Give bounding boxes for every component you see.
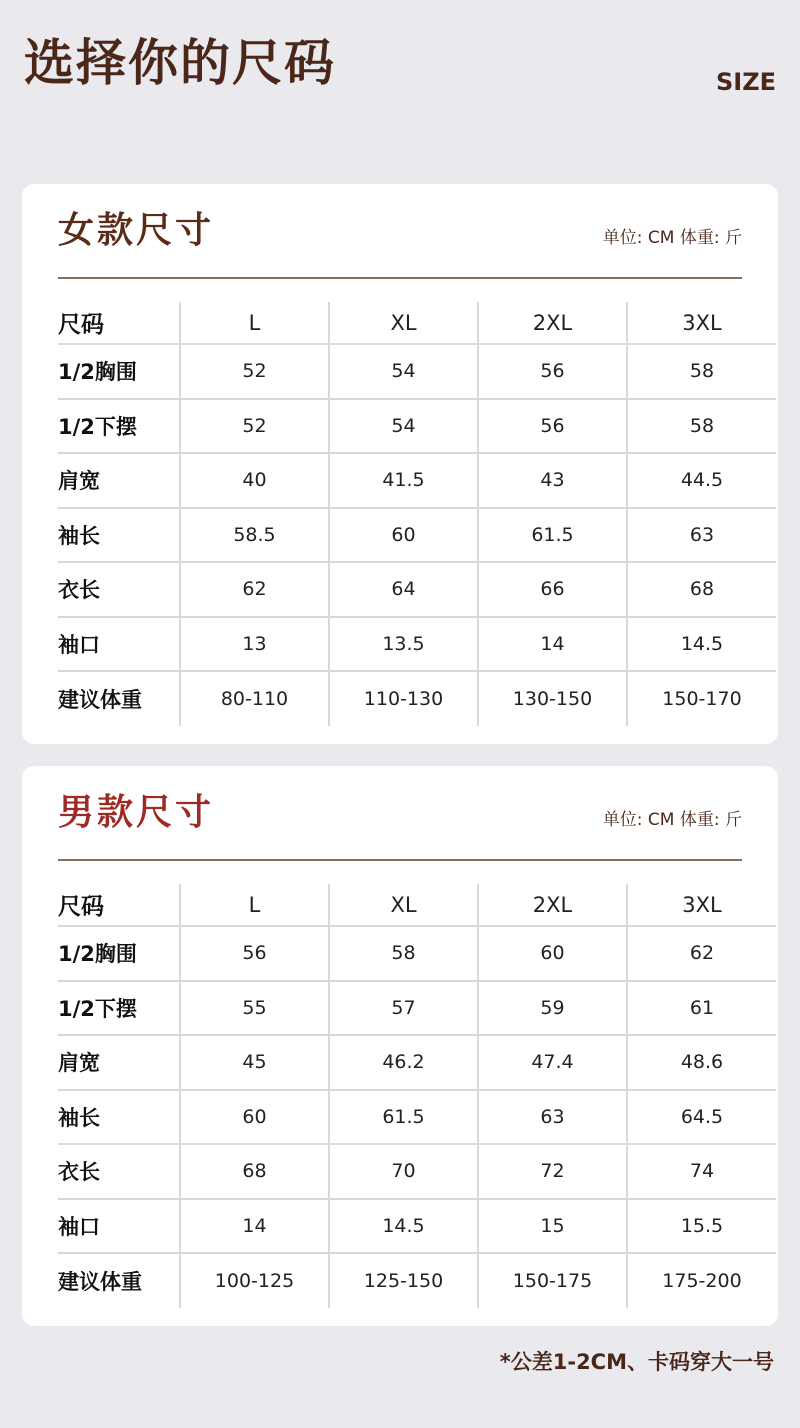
table-cell: 58: [627, 399, 776, 454]
page-tag: SIZE: [715, 68, 776, 96]
table-cell: 43: [478, 453, 627, 508]
table-row: [58, 1199, 776, 1254]
table-cell: 40: [180, 453, 329, 508]
column-header: 2XL: [478, 884, 627, 926]
table-cell: 80-110: [180, 671, 329, 726]
women-divider: [58, 277, 742, 279]
column-header: XL: [329, 884, 478, 926]
table-cell: 62: [180, 562, 329, 617]
table-cell: 44.5: [627, 453, 776, 508]
table-cell: 54: [329, 344, 478, 399]
row-label: 肩宽: [58, 453, 180, 508]
table-cell: 60: [478, 926, 627, 981]
table-cell: 58: [329, 926, 478, 981]
table-cell: 150-175: [478, 1253, 627, 1308]
table-cell: 70: [329, 1144, 478, 1199]
table-cell: 130-150: [478, 671, 627, 726]
men-divider: [58, 859, 742, 861]
table-cell: 58: [627, 344, 776, 399]
men-card-title: 男款尺寸: [58, 791, 215, 833]
column-header: L: [180, 302, 329, 344]
table-cell: 56: [478, 344, 627, 399]
table-cell: 63: [627, 508, 776, 563]
table-row: [58, 981, 776, 1036]
table-cell: 14: [180, 1199, 329, 1254]
table-cell: 175-200: [627, 1253, 776, 1308]
table-cell: 52: [180, 344, 329, 399]
table-cell: 64.5: [627, 1090, 776, 1145]
table-cell: 15: [478, 1199, 627, 1254]
table-cell: 61.5: [478, 508, 627, 563]
column-header: 3XL: [627, 884, 776, 926]
table-row: [58, 399, 776, 454]
table-row: [58, 1253, 776, 1308]
table-cell: 59: [478, 981, 627, 1036]
table-row: [58, 926, 776, 981]
table-cell: 45: [180, 1035, 329, 1090]
row-label: 袖口: [58, 617, 180, 672]
table-cell: 63: [478, 1090, 627, 1145]
table-cell: 68: [627, 562, 776, 617]
table-cell: 66: [478, 562, 627, 617]
table-cell: 41.5: [329, 453, 478, 508]
table-row: [58, 453, 776, 508]
table-cell: 47.4: [478, 1035, 627, 1090]
table-header-row: [58, 884, 776, 926]
table-cell: 14: [478, 617, 627, 672]
table-cell: 62: [627, 926, 776, 981]
women-card-title: 女款尺寸: [58, 209, 215, 251]
table-cell: 52: [180, 399, 329, 454]
table-cell: 57: [329, 981, 478, 1036]
row-label: 袖口: [58, 1199, 180, 1254]
row-label: 袖长: [58, 1090, 180, 1145]
table-cell: 110-130: [329, 671, 478, 726]
men-unit-label: 单位: CM 体重: 斤: [602, 810, 742, 830]
table-cell: 61.5: [329, 1090, 478, 1145]
footnote: *公差1-2CM、卡码穿大一号: [499, 1350, 774, 1374]
table-cell: 56: [478, 399, 627, 454]
column-header: 3XL: [627, 302, 776, 344]
row-label: 衣长: [58, 1144, 180, 1199]
table-cell: 58.5: [180, 508, 329, 563]
table-cell: 64: [329, 562, 478, 617]
column-header: L: [180, 884, 329, 926]
table-cell: 13.5: [329, 617, 478, 672]
table-cell: 125-150: [329, 1253, 478, 1308]
table-cell: 68: [180, 1144, 329, 1199]
row-label: 1/2下摆: [58, 981, 180, 1036]
row-label: 1/2胸围: [58, 926, 180, 981]
table-cell: 48.6: [627, 1035, 776, 1090]
table-cell: 14.5: [329, 1199, 478, 1254]
column-header-size: 尺码: [58, 302, 180, 344]
table-header-row: [58, 302, 776, 344]
table-cell: 15.5: [627, 1199, 776, 1254]
women-size-card: [22, 184, 778, 744]
table-cell: 56: [180, 926, 329, 981]
men-size-card: [22, 766, 778, 1326]
table-row: [58, 1144, 776, 1199]
row-label: 袖长: [58, 508, 180, 563]
table-cell: 54: [329, 399, 478, 454]
table-cell: 61: [627, 981, 776, 1036]
table-cell: 100-125: [180, 1253, 329, 1308]
women-unit-label: 单位: CM 体重: 斤: [602, 228, 742, 248]
table-row: [58, 508, 776, 563]
men-size-table: [58, 884, 776, 1308]
table-cell: 13: [180, 617, 329, 672]
page-title: 选择你的尺码: [24, 34, 336, 92]
table-cell: 72: [478, 1144, 627, 1199]
table-cell: 55: [180, 981, 329, 1036]
table-cell: 60: [329, 508, 478, 563]
row-label: 建议体重: [58, 687, 142, 712]
row-label: 1/2胸围: [58, 344, 180, 399]
table-row: [58, 1090, 776, 1145]
women-size-table: [58, 302, 776, 726]
column-header: 2XL: [478, 302, 627, 344]
table-cell: 150-170: [627, 671, 776, 726]
table-cell: 60: [180, 1090, 329, 1145]
row-label: 肩宽: [58, 1035, 180, 1090]
table-cell: 14.5: [627, 617, 776, 672]
table-row: [58, 671, 776, 726]
table-row: [58, 617, 776, 672]
row-label: 1/2下摆: [58, 399, 180, 454]
column-header-size: 尺码: [58, 884, 180, 926]
column-header: XL: [329, 302, 478, 344]
row-label: 建议体重: [58, 1269, 142, 1294]
table-cell: 74: [627, 1144, 776, 1199]
table-cell: 46.2: [329, 1035, 478, 1090]
table-row: [58, 562, 776, 617]
row-label: 衣长: [58, 562, 180, 617]
table-row: [58, 1035, 776, 1090]
table-row: [58, 344, 776, 399]
